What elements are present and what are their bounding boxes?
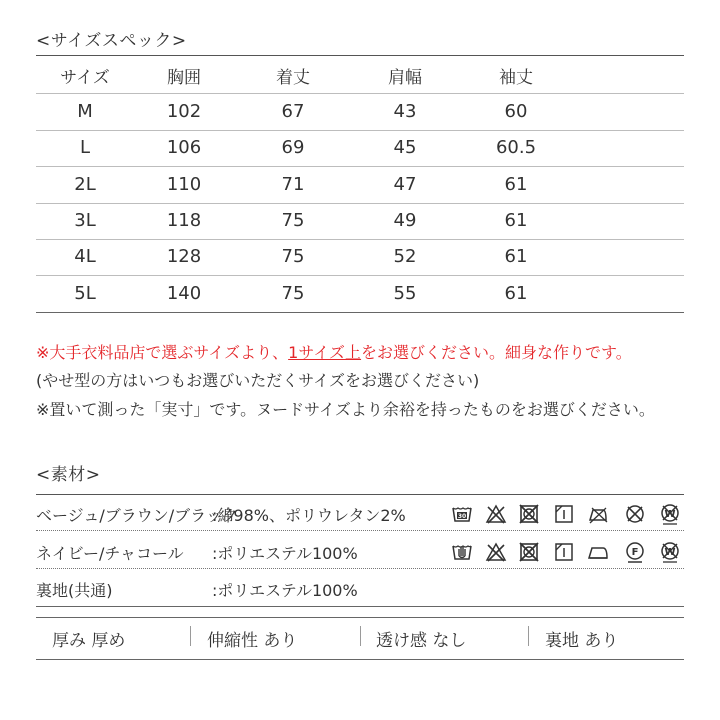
material-row-2-composition: :ポリエステル100% [212, 544, 358, 563]
size-cell-sleeve: 61 [504, 173, 528, 195]
size-cell-shoulder: 55 [393, 282, 417, 304]
feature-divider-2 [360, 626, 361, 646]
hand-wash-icon [451, 541, 473, 563]
size-cell-size: 5L [74, 282, 96, 304]
no-bleach-icon [485, 503, 507, 525]
no-tumble-dry-icon [518, 541, 540, 563]
size-cell-size: 4L [74, 246, 96, 268]
size-cell-sleeve: 61 [504, 246, 528, 268]
fit-note-red-before: ※大手衣料品店で選ぶサイズより、 [36, 343, 289, 362]
features-bottom-rule [36, 659, 684, 660]
size-cell-length: 75 [281, 282, 305, 304]
size-cell-sleeve: 60.5 [495, 137, 537, 159]
fit-note-red [36, 340, 632, 363]
size-row-rule [36, 239, 684, 240]
size-cell-size: M [77, 101, 93, 122]
size-cell-size: 3L [74, 209, 96, 231]
size-cell-chest: 106 [166, 137, 202, 159]
size-row-rule [36, 130, 684, 131]
size-cell-shoulder: 49 [393, 209, 417, 231]
size-cell-length: 69 [281, 137, 305, 159]
dry-clean-f-icon [624, 541, 646, 563]
material-row-1-composition: :綿98%、ポリウレタン2% [212, 506, 406, 525]
feature-divider-1 [190, 626, 191, 646]
size-cell-chest: 110 [166, 173, 202, 195]
size-cell-size: 2L [74, 173, 96, 195]
svg-text:W: W [664, 509, 676, 520]
header-rule [36, 93, 684, 94]
material-row-1-rule [36, 530, 684, 531]
size-cell-length: 71 [281, 173, 305, 195]
size-cell-chest: 102 [166, 101, 202, 122]
size-row-rule [36, 275, 684, 276]
no-bleach-icon [485, 541, 507, 563]
feature-lining: 裏地 あり [545, 631, 619, 651]
material-row-2-rule [36, 568, 684, 569]
header-shoulder: 肩幅 [388, 68, 422, 88]
feature-divider-3 [528, 626, 529, 646]
size-cell-sleeve: 61 [504, 209, 528, 231]
header-size: サイズ [60, 68, 110, 88]
size-cell-sleeve: 60 [504, 101, 528, 122]
material-row-3-label: 裏地(共通) [36, 581, 113, 600]
fit-note-red-after: をお選びください。細身な作りです。 [361, 343, 632, 362]
header-sleeve: 袖丈 [499, 68, 533, 88]
no-dry-clean-icon [624, 503, 646, 525]
features-top-rule [36, 617, 684, 618]
size-cell-length: 75 [281, 209, 305, 231]
svg-text:30: 30 [457, 513, 467, 520]
no-tumble-dry-icon [518, 503, 540, 525]
size-cell-chest: 140 [166, 282, 202, 304]
svg-text:W: W [664, 547, 676, 558]
material-row-2-label: ネイビー/チャコール [36, 544, 184, 563]
size-cell-length: 75 [281, 246, 305, 268]
no-wet-clean-icon [659, 503, 681, 525]
feature-sheer: 透け感 なし [376, 631, 467, 651]
feature-stretch: 伸縮性 あり [207, 631, 298, 651]
size-table-top-rule [36, 55, 684, 56]
size-cell-shoulder: 43 [393, 101, 417, 122]
iron-low-icon [587, 541, 609, 563]
material-row-1-label: ベージュ/ブラウン/ブラック [36, 506, 238, 525]
size-cell-sleeve: 61 [504, 282, 528, 304]
size-row-rule [36, 166, 684, 167]
material-row-3-composition: :ポリエステル100% [212, 581, 358, 600]
size-row-rule [36, 312, 684, 313]
material-bottom-rule [36, 606, 684, 607]
svg-text:F: F [631, 547, 639, 558]
no-wet-clean-icon [659, 541, 681, 563]
size-cell-shoulder: 52 [393, 246, 417, 268]
feature-thickness: 厚み 厚め [52, 631, 126, 651]
fit-note-red-underlined: 1サイズ上 [288, 343, 362, 362]
header-chest: 胸囲 [167, 68, 201, 88]
material-title: <素材> [36, 465, 101, 485]
fit-note-thin: (やせ型の方はいつもお選びいただくサイズをお選びください) [36, 371, 480, 390]
size-spec-title: <サイズスペック> [36, 31, 187, 51]
size-cell-chest: 128 [166, 246, 202, 268]
iron-low-no-steam-icon [587, 503, 609, 525]
wash-30-icon [451, 503, 473, 525]
size-cell-length: 67 [281, 101, 305, 122]
size-cell-chest: 118 [166, 209, 202, 231]
measure-note: ※置いて測った「実寸」です。ヌードサイズより余裕を持ったものをお選びください。 [36, 400, 655, 419]
material-top-rule [36, 494, 684, 495]
line-dry-shade-icon [553, 541, 575, 563]
size-cell-shoulder: 47 [393, 173, 417, 195]
size-cell-shoulder: 45 [393, 137, 417, 159]
line-dry-shade-icon [553, 503, 575, 525]
header-length: 着丈 [276, 68, 310, 88]
size-row-rule [36, 203, 684, 204]
size-cell-size: L [79, 137, 91, 159]
